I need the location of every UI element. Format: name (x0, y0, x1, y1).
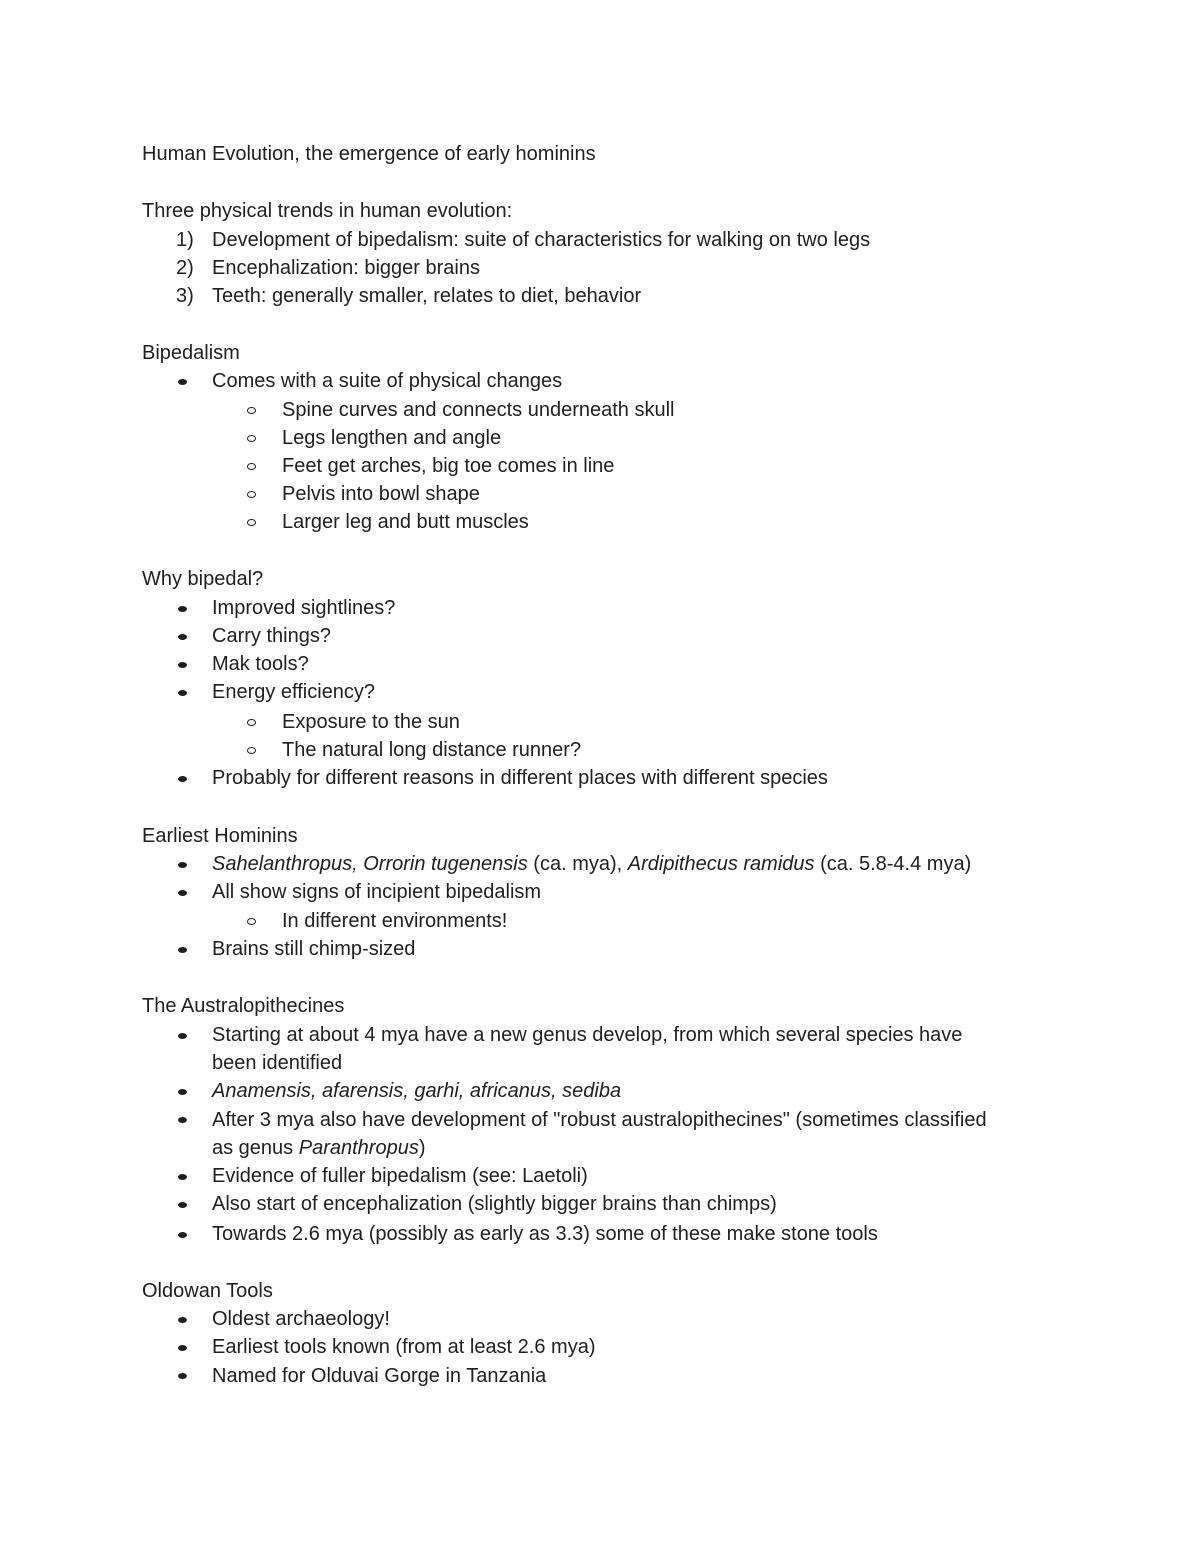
sub-list-item: Legs lengthen and angle (282, 427, 502, 449)
bullet-icon (178, 947, 187, 953)
bullet-icon (178, 606, 187, 612)
list-item: Carry things? (212, 625, 331, 647)
list-item: Oldest archaeology! (212, 1308, 390, 1330)
text: ) (418, 1137, 426, 1159)
list-item: Evidence of fuller bipedalism (see: Laetoli) (212, 1165, 588, 1187)
sub-list-item: The natural long distance runner? (282, 739, 582, 761)
list-item: Named for Olduvai Gorge in Tanzania (212, 1365, 547, 1387)
bullet-icon (178, 690, 187, 696)
bullet-icon (178, 1117, 187, 1123)
list-item: Teeth: generally smaller, relates to diet, behavior (212, 285, 642, 307)
list-item: Comes with a suite of physical changes (212, 370, 563, 392)
sub-list-item: Spine curves and connects underneath skull (282, 399, 675, 421)
circle-bullet-icon (247, 463, 256, 470)
bullet-icon (178, 1345, 187, 1351)
bullet-icon (178, 862, 187, 868)
bullet-icon (178, 379, 187, 385)
list-number: 1) (176, 229, 194, 251)
sub-list-item: Exposure to the sun (282, 711, 460, 733)
circle-bullet-icon (247, 407, 256, 414)
bullet-icon (178, 1202, 187, 1208)
circle-bullet-icon (247, 435, 256, 442)
list-item: Energy efficiency? (212, 681, 376, 703)
bullet-icon (178, 890, 187, 896)
list-item: Probably for different reasons in different places with different species (212, 767, 828, 789)
list-item: Improved sightlines? (212, 597, 396, 619)
circle-bullet-icon (247, 519, 256, 526)
bullet-icon (178, 1373, 187, 1379)
trends-heading: Three physical trends in human evolution: (142, 200, 513, 222)
sub-list-item: Pelvis into bowl shape (282, 483, 480, 505)
species-names: Sahelanthropus, Orrorin tugenensis (212, 853, 528, 875)
bullet-icon (178, 1174, 187, 1180)
list-item: Starting at about 4 mya have a new genus develop, from which several species have (212, 1024, 963, 1046)
list-item: Brains still chimp-sized (212, 938, 416, 960)
oldowan-tools-heading: Oldowan Tools (142, 1280, 273, 1302)
earliest-hominins-heading: Earliest Hominins (142, 825, 298, 847)
text: as genus (212, 1137, 299, 1159)
list-item: Earliest tools known (from at least 2.6 mya) (212, 1336, 596, 1358)
circle-bullet-icon (247, 491, 256, 498)
list-item: Encephalization: bigger brains (212, 257, 480, 279)
list-number: 2) (176, 257, 194, 279)
sub-list-item: Feet get arches, big toe comes in line (282, 455, 615, 477)
list-item: Also start of encephalization (slightly bigger brains than chimps) (212, 1193, 777, 1215)
bullet-icon (178, 1232, 187, 1238)
australopithecines-heading: The Australopithecines (142, 995, 345, 1017)
sub-list-item: In different environments! (282, 910, 508, 932)
list-item-continuation: been identified (212, 1052, 343, 1074)
bullet-icon (178, 662, 187, 668)
date-range: (ca. mya), (527, 853, 628, 875)
list-item: Mak tools? (212, 653, 309, 675)
bullet-icon (178, 1089, 187, 1095)
bullet-icon (178, 634, 187, 640)
bipedalism-heading: Bipedalism (142, 342, 240, 364)
list-item (212, 850, 971, 878)
sub-list-item: Larger leg and butt muscles (282, 511, 529, 533)
bullet-icon (178, 1033, 187, 1039)
list-item: Towards 2.6 mya (possibly as early as 3.3) some of these make stone tools (212, 1223, 878, 1245)
list-item: All show signs of incipient bipedalism (212, 881, 542, 903)
species-names: Anamensis, afarensis, garhi, africanus, sediba (212, 1080, 622, 1102)
genus-name: Paranthropus (298, 1137, 419, 1159)
list-item (212, 1077, 621, 1105)
document-title: Human Evolution, the emergence of early hominins (142, 143, 596, 165)
bullet-icon (178, 776, 187, 782)
circle-bullet-icon (247, 747, 256, 754)
species-name: Ardipithecus ramidus (627, 853, 815, 875)
list-number: 3) (176, 285, 194, 307)
list-item: Development of bipedalism: suite of characteristics for walking on two legs (212, 229, 871, 251)
circle-bullet-icon (247, 719, 256, 726)
date-range: (ca. 5.8-4.4 mya) (814, 853, 972, 875)
circle-bullet-icon (247, 918, 256, 925)
list-item-continuation (212, 1134, 425, 1162)
list-item: After 3 mya also have development of "robust australopithecines" (sometimes classified (212, 1109, 987, 1131)
bullet-icon (178, 1317, 187, 1323)
why-bipedal-heading: Why bipedal? (142, 568, 264, 590)
